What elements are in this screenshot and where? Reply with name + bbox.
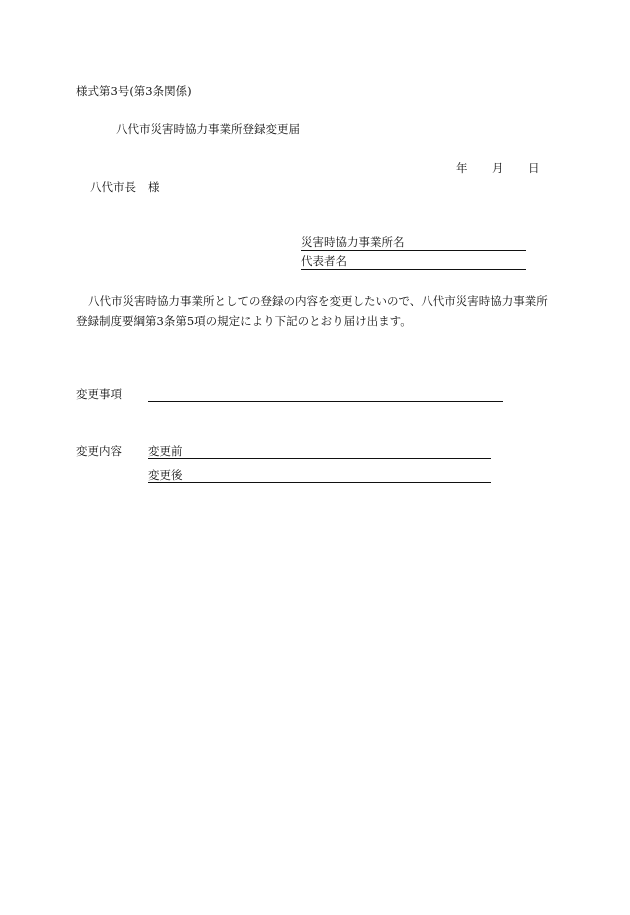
office-name-label: 災害時協力事業所名 [301, 235, 405, 249]
change-after-field[interactable] [148, 467, 491, 483]
representative-name-field[interactable] [301, 253, 526, 270]
change-matters-field[interactable] [148, 386, 503, 402]
addressee-honorific: 様 [148, 180, 160, 194]
form-number: 様式第3号(第3条関係) [76, 84, 192, 98]
change-after-label: 変更後 [148, 468, 183, 482]
addressee [90, 180, 160, 194]
change-content-label: 変更内容 [76, 444, 122, 458]
change-before-field[interactable] [148, 443, 491, 459]
representative-name-label: 代表者名 [301, 254, 347, 268]
document-title: 八代市災害時協力事業所登録変更届 [116, 122, 300, 136]
office-name-field[interactable] [301, 234, 526, 251]
addressee-name: 八代市長 [90, 180, 136, 194]
body-paragraph: 八代市災害時協力事業所としての登録の内容を変更したいので、八代市災害時協力事業所登録制度要綱第3条第5項の規定により下記のとおり届け出ます。 [76, 294, 548, 328]
date-month-label: 月 [492, 161, 504, 175]
date-year-label: 年 [456, 161, 468, 175]
date-day-label: 日 [528, 161, 540, 175]
date-row [456, 161, 540, 175]
change-matters-label: 変更事項 [76, 387, 122, 401]
change-before-label: 変更前 [148, 444, 183, 458]
